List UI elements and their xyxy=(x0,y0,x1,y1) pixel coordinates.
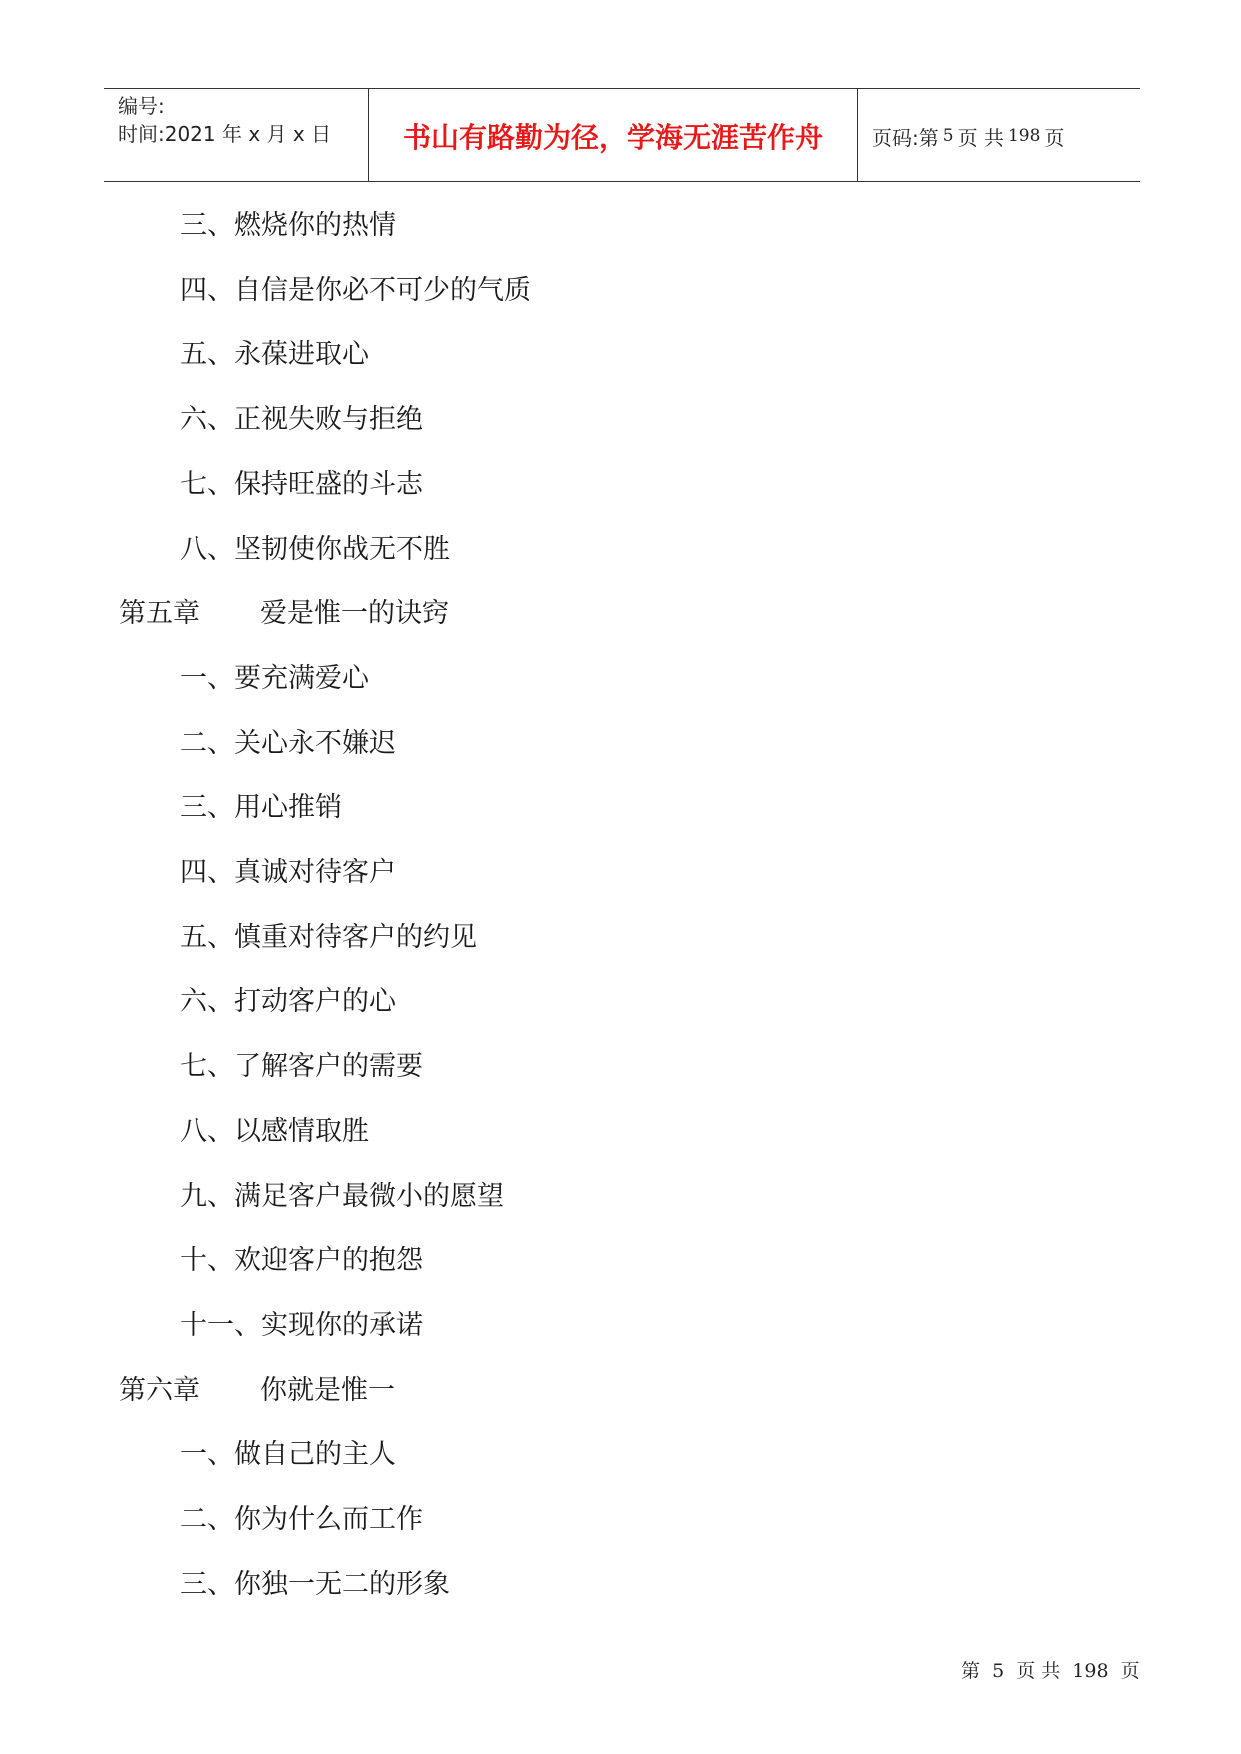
toc-item: 六、打动客户的心 xyxy=(180,986,396,1017)
chapter-title: 爱是惟一的诀窍 xyxy=(260,598,449,629)
toc-chapter-heading xyxy=(119,598,449,630)
toc-item: 八、坚韧使你战无不胜 xyxy=(180,534,450,565)
toc-chapter-heading xyxy=(119,1375,395,1407)
toc-item: 四、真诚对待客户 xyxy=(180,857,396,888)
footer-mid: 页 共 xyxy=(1016,1660,1061,1682)
page-footer xyxy=(958,1656,1143,1683)
header-page-mid: 页 共 xyxy=(957,125,1004,150)
toc-item: 九、满足客户最微小的愿望 xyxy=(180,1181,504,1212)
toc-item: 八、以感情取胜 xyxy=(180,1116,369,1147)
chapter-label: 第五章 xyxy=(119,598,200,629)
toc-item: 十一、实现你的承诺 xyxy=(180,1310,423,1341)
footer-page-current: 5 xyxy=(992,1660,1005,1682)
toc-item: 三、你独一无二的形象 xyxy=(180,1569,450,1600)
toc-item: 四、自信是你必不可少的气质 xyxy=(180,275,531,306)
toc-item: 六、正视失败与拒绝 xyxy=(180,404,423,435)
header-page-total: 198 xyxy=(1007,126,1041,146)
chapter-label: 第六章 xyxy=(119,1375,200,1406)
toc-item: 一、做自己的主人 xyxy=(180,1439,396,1470)
toc-item: 十、欢迎客户的抱怨 xyxy=(180,1245,423,1276)
header-motto: 书山有路勤为径，学海无涯苦作舟 xyxy=(369,89,858,181)
header-page-suffix: 页 xyxy=(1044,125,1065,150)
chapter-title: 你就是惟一 xyxy=(260,1375,395,1406)
toc-item: 五、永葆进取心 xyxy=(180,339,369,370)
document-time-label: 时间:2021 年 x 月 x 日 xyxy=(118,122,332,146)
toc-item: 三、燃烧你的热情 xyxy=(180,210,396,241)
header-meta-cell xyxy=(104,89,369,181)
toc-item: 三、用心推销 xyxy=(180,792,342,823)
header-page-prefix: 页码:第 xyxy=(872,125,939,150)
toc-item: 五、慎重对待客户的约见 xyxy=(180,922,477,953)
footer-suffix: 页 xyxy=(1120,1660,1140,1682)
page-header xyxy=(104,88,1140,182)
footer-prefix: 第 xyxy=(961,1660,981,1682)
header-page-current: 5 xyxy=(942,126,954,146)
toc-item: 一、要充满爱心 xyxy=(180,663,369,694)
document-number-label: 编号: xyxy=(118,94,165,118)
header-page-info xyxy=(858,89,1140,181)
toc-item: 七、了解客户的需要 xyxy=(180,1051,423,1082)
toc-item: 二、关心永不嫌迟 xyxy=(180,728,396,759)
toc-item: 七、保持旺盛的斗志 xyxy=(180,469,423,500)
footer-page-total: 198 xyxy=(1072,1660,1109,1682)
toc-item: 二、你为什么而工作 xyxy=(180,1504,423,1535)
